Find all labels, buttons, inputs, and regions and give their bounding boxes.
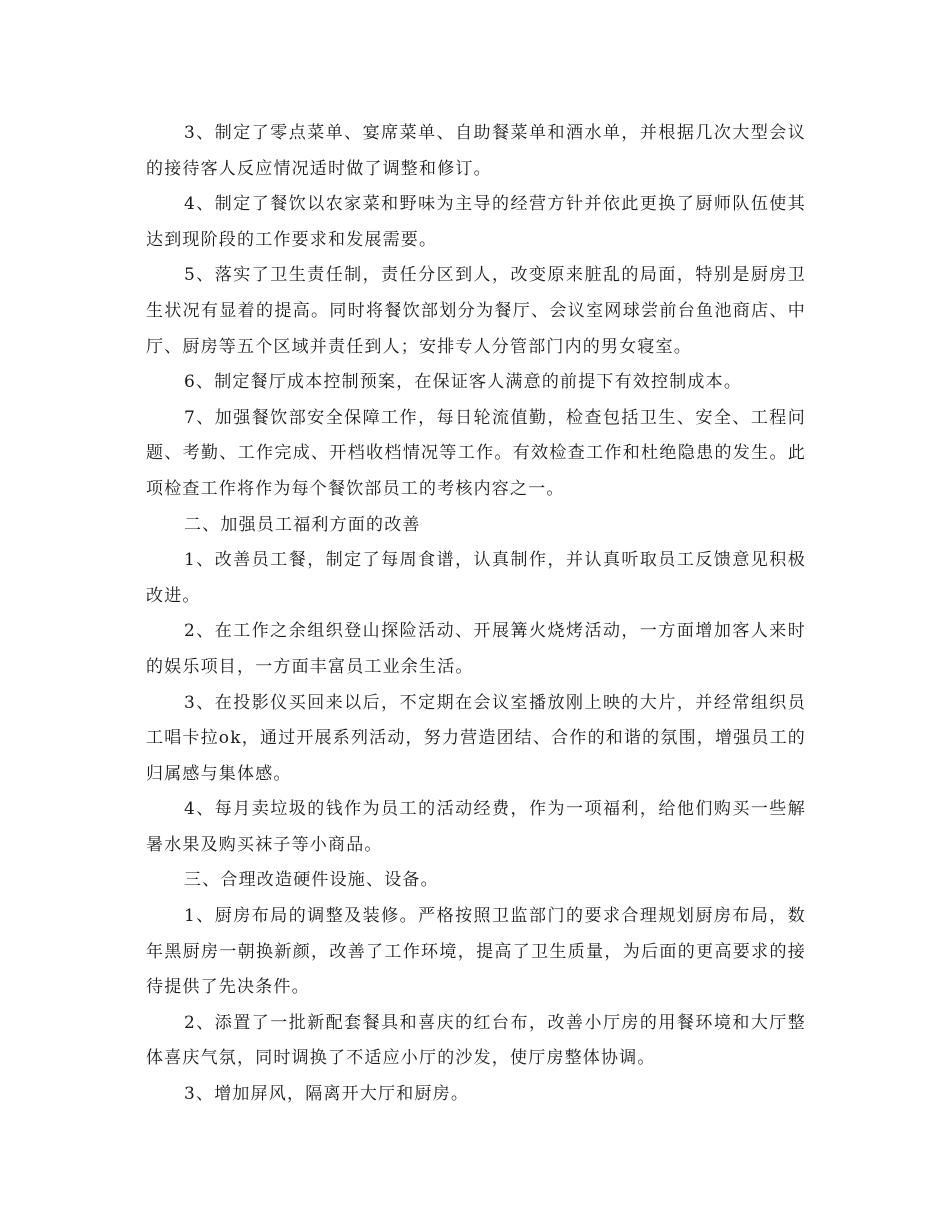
paragraph-hygiene: 5、落实了卫生责任制，责任分区到人，改变原来脏乱的局面，特别是厨房卫生状况有显着的提高。同时将餐饮部划分为餐厅、会议室网球尝前台鱼池商店、中厅、厨房等五个区域并责任到人；安排专人分管部门内的男女寝室。 xyxy=(146,265,806,357)
paragraph-safety: 7、加强餐饮部安全保障工作，每日轮流值勤，检查包括卫生、安全、工程问题、考勤、工作完成、开档收档情况等工作。有效检查工作和杜绝隐患的发生。此项检查工作将作为每个餐饮部员工的考核内容之一。 xyxy=(146,407,806,499)
section-heading-facilities: 三、合理改造硬件设施、设备。 xyxy=(184,870,439,891)
document-body xyxy=(146,116,806,1113)
paragraph-activities: 2、在工作之余组织登山探险活动、开展篝火烧烤活动，一方面增加客人来时的娱乐项目，一方面丰富员工业余生活。 xyxy=(146,621,806,677)
paragraph-cost-control: 6、制定餐厅成本控制预案，在保证客人满意的前提下有效控制成本。 xyxy=(184,372,743,393)
paragraph-screens: 3、增加屏风，隔离开大厅和厨房。 xyxy=(184,1084,470,1105)
paragraph-activity-funds: 4、每月卖垃圾的钱作为员工的活动经费，作为一项福利，给他们购买一些解暑水果及购买袜子等小商品。 xyxy=(146,799,806,855)
paragraph-projector: 3、在投影仪买回来以后，不定期在会议室播放刚上映的大片，并经常组织员工唱卡拉ok，通过开展系列活动，努力营造团结、合作的和谐的氛围，增强员工的归属感与集体感。 xyxy=(146,692,806,784)
paragraph-menus: 3、制定了零点菜单、宴席菜单、自助餐菜单和酒水单，并根据几次大型会议的接待客人反应情况适时做了调整和修订。 xyxy=(146,123,806,179)
paragraph-kitchen-renovation: 1、厨房布局的调整及装修。严格按照卫监部门的要求合理规划厨房布局，数年黑厨房一朝换新颜，改善了工作环境，提高了卫生质量，为后面的更高要求的接待提供了先决条件。 xyxy=(146,906,806,998)
section-heading-welfare: 二、加强员工福利方面的改善 xyxy=(184,514,421,535)
paragraph-business-policy: 4、制定了餐饮以农家菜和野味为主导的经营方针并依此更换了厨师队伍使其达到现阶段的工作要求和发展需要。 xyxy=(146,194,806,250)
paragraph-staff-meals: 1、改善员工餐，制定了每周食谱，认真制作，并认真听取员工反馈意见积极改进。 xyxy=(146,550,806,606)
paragraph-tableware: 2、添置了一批新配套餐具和喜庆的红台布，改善小厅房的用餐环境和大厅整体喜庆气氛，同时调换了不适应小厅的沙发，使厅房整体协调。 xyxy=(146,1012,806,1069)
